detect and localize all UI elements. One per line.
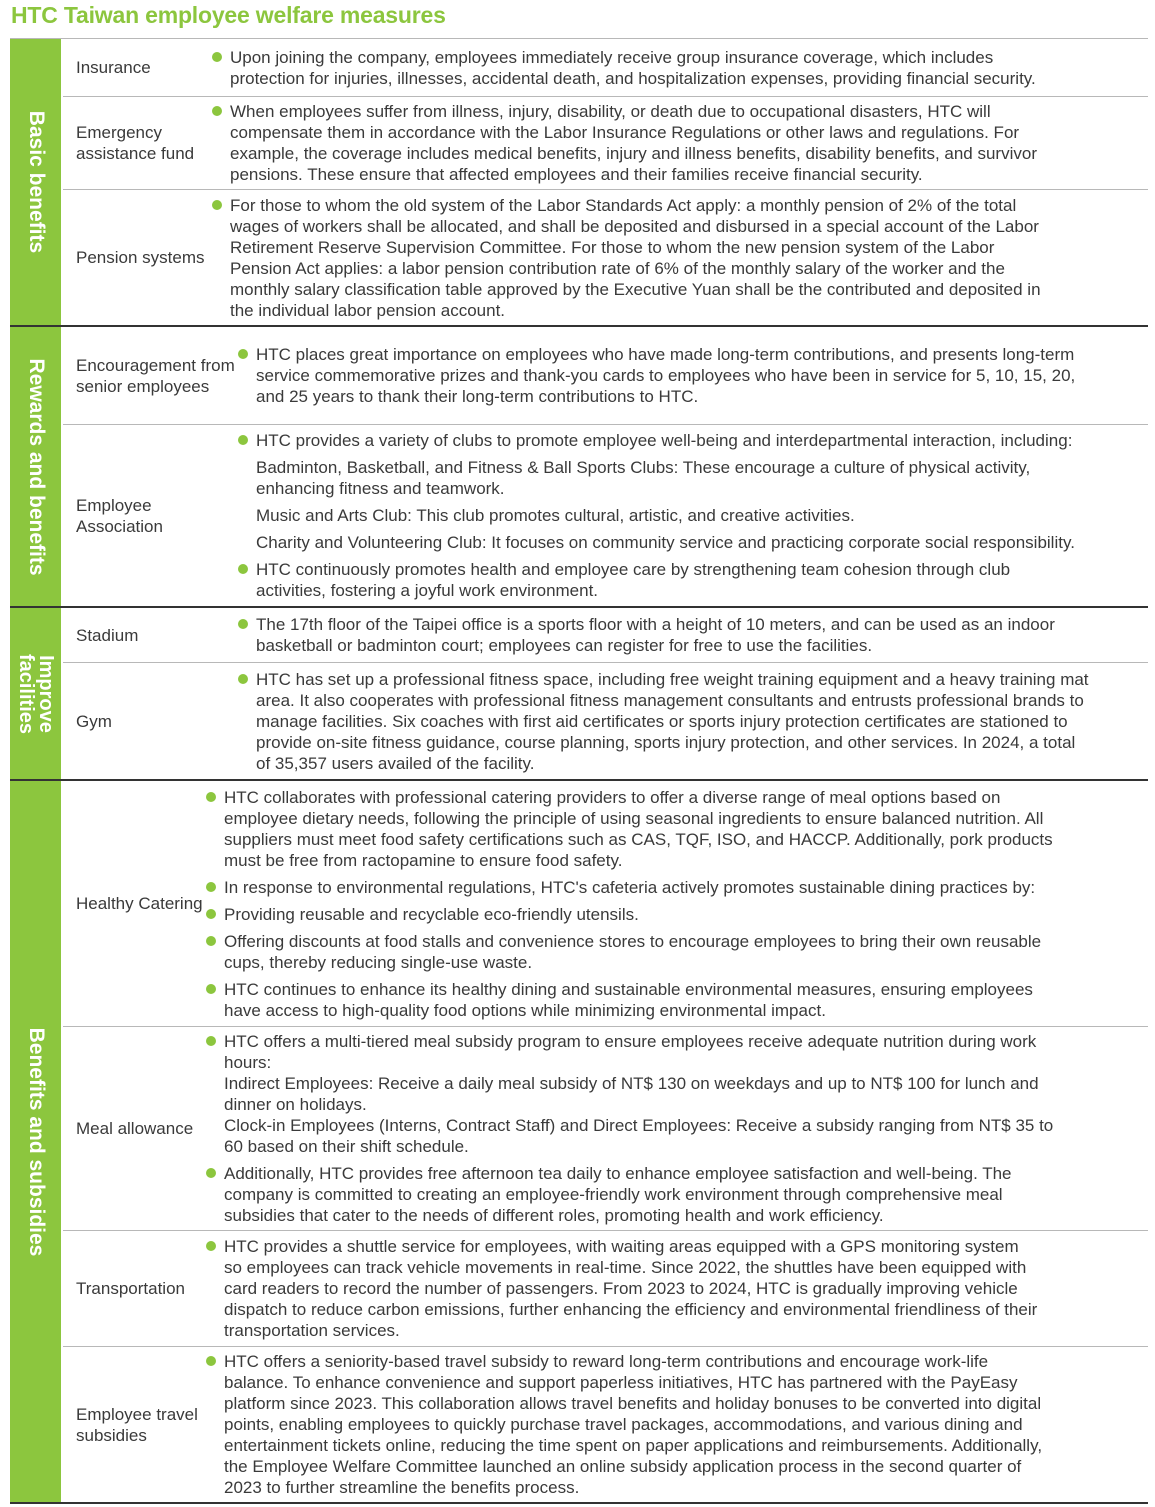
text-line: HTC provides a variety of clubs to promote employee well-being and interdepartmental interaction, including: bbox=[256, 431, 1073, 450]
row-label: Transportation bbox=[76, 1279, 185, 1298]
text-line: the individual labor pension account. bbox=[230, 300, 506, 320]
group-label-text: Benefits and subsidies bbox=[24, 1027, 48, 1256]
list-item bbox=[236, 532, 1148, 553]
group-basic-benefits bbox=[10, 38, 1148, 327]
row-label: Gym bbox=[76, 711, 112, 731]
bullet-icon bbox=[238, 564, 248, 574]
text-line: Indirect Employees: Receive a daily meal subsidy of NT$ 130 on weekdays and up to NT$ 100 for lunch and bbox=[224, 1074, 1039, 1093]
table-row bbox=[63, 327, 1148, 424]
welfare-table bbox=[10, 38, 1148, 1504]
table-row bbox=[63, 608, 1148, 662]
text-line: HTC provides a shuttle service for employees, with waiting areas equipped with a GPS monitoring system bbox=[224, 1237, 1019, 1256]
list-item bbox=[210, 195, 1148, 321]
list-item bbox=[236, 505, 1148, 526]
list-item bbox=[236, 457, 1148, 499]
text-line: basketball or badminton court; employees can register for free to use the facilities. bbox=[256, 636, 873, 655]
bullet-icon bbox=[206, 882, 216, 892]
text-line: dispatch to reduce carbon emissions, further enhancing the efficiency and environmental friendliness of their bbox=[224, 1300, 1038, 1319]
text-line: HTC offers a seniority-based travel subsidy to reward long-term contributions and encourage work-life bbox=[224, 1352, 989, 1371]
row-content bbox=[210, 43, 1148, 93]
table-row bbox=[63, 39, 1148, 96]
text-line: hours: bbox=[224, 1053, 272, 1072]
text-line: wages of workers shall be allocated, and shall be deposited and disbursed in a special account of the Labor bbox=[230, 216, 1039, 236]
row-content bbox=[210, 191, 1148, 325]
text-line: HTC continues to enhance its healthy dining and sustainable environmental measures, ensuring employees bbox=[224, 979, 1033, 999]
bullet-icon bbox=[206, 936, 216, 946]
text-line: transportation services. bbox=[224, 1321, 400, 1340]
group-label-text: Rewards and benefits bbox=[24, 357, 48, 576]
table-row bbox=[63, 1230, 1148, 1346]
text-line: Retirement Reserve Supervision Committee. For those to whom the new pension system of the Labor bbox=[230, 237, 995, 257]
text-line: must be free from ractopamine to ensure food safety. bbox=[224, 850, 623, 870]
text-line: protection for injuries, illnesses, accidental death, and hospitalization expenses, providing financial security. bbox=[230, 68, 1036, 88]
list-item bbox=[204, 979, 1148, 1021]
text-line: For those to whom the old system of the Labor Standards Act apply: a monthly pension of 2% of the total bbox=[230, 195, 1017, 215]
text-line: cups, thereby reducing single-use waste. bbox=[224, 952, 533, 972]
text-line: employee dietary needs, following the principle of using seasonal ingredients to ensure balanced nutrition. All bbox=[224, 808, 1044, 828]
bullet-icon bbox=[212, 52, 222, 62]
text-line: HTC continuously promotes health and employee care by strengthening team cohesion through club bbox=[256, 560, 1011, 579]
text-line: Pension Act applies: a labor pension contribution rate of 6% of the monthly salary of the worker and the bbox=[230, 258, 1005, 278]
text-line: of 35,357 users availed of the facility. bbox=[256, 753, 535, 773]
text-line: 60 based on their shift schedule. bbox=[224, 1137, 469, 1156]
row-content bbox=[204, 1347, 1148, 1502]
group-benefits-and-subsidies bbox=[10, 781, 1148, 1504]
bullet-icon bbox=[206, 1356, 216, 1366]
bullet-icon bbox=[206, 909, 216, 919]
row-label: Encouragement from senior employees bbox=[76, 355, 235, 396]
text-line: provide on-site fitness guidance, course planning, sports injury protection, and other services. In 2024, a total bbox=[256, 732, 1076, 752]
text-line: monthly salary classification table approved by the Executive Yuan shall be the contributed and deposited in bbox=[230, 279, 1041, 299]
text-line: Charity and Volunteering Club: It focuses on community service and practicing corporate social responsibility. bbox=[256, 533, 1075, 552]
bullet-icon bbox=[206, 984, 216, 994]
bullet-icon bbox=[238, 349, 248, 359]
text-line: platform since 2023. This collaboration allows travel benefits and holiday bonuses to be converted into digital bbox=[224, 1394, 1042, 1413]
bullet-icon bbox=[206, 1168, 216, 1178]
group-label-text: Improve facilities bbox=[14, 653, 57, 734]
row-content bbox=[236, 610, 1148, 660]
text-line: enhancing fitness and teamwork. bbox=[256, 479, 505, 498]
bullet-icon bbox=[212, 200, 222, 210]
row-label: Employee Association bbox=[76, 495, 163, 536]
bullet-icon bbox=[238, 435, 248, 445]
bullet-icon bbox=[238, 619, 248, 629]
text-line: activities, fostering a joyful work environment. bbox=[256, 581, 599, 600]
text-line: so employees can track vehicle movements in real-time. Since 2022, the shuttles have been equipped with bbox=[224, 1258, 1027, 1277]
row-label: Emergency assistance fund bbox=[76, 123, 195, 163]
list-item bbox=[204, 904, 1148, 925]
group-label bbox=[10, 781, 61, 1502]
text-line: pensions. These ensure that affected employees and their families receive financial security. bbox=[230, 165, 923, 184]
group-label bbox=[10, 327, 61, 606]
text-line: compensate them in accordance with the Labor Insurance Regulations or other laws and regulations. For bbox=[230, 123, 1020, 142]
text-line: entertainment tickets online, reducing the time spent on paper applications and reimbursements. Additionally, bbox=[224, 1436, 1043, 1455]
row-label: Employee travel subsidies bbox=[76, 1404, 198, 1445]
text-line: 2023 to further streamline the benefits process. bbox=[224, 1478, 580, 1497]
list-item bbox=[204, 787, 1148, 871]
text-line: company is committed to creating an employee-friendly work environment through comprehensive meal bbox=[224, 1185, 1003, 1204]
list-item bbox=[210, 101, 1148, 185]
text-line: When employees suffer from illness, injury, disability, or death due to occupational disasters, HTC will bbox=[230, 102, 991, 121]
text-line: points, enabling employees to quickly purchase travel packages, accommodations, and various dining and bbox=[224, 1415, 1023, 1434]
text-line: card readers to record the number of passengers. From 2023 to 2024, HTC is gradually improving vehicle bbox=[224, 1279, 1018, 1298]
text-line: Clock-in Employees (Interns, Contract Staff) and Direct Employees: Receive a subsidy ranging from NT$ 35 to bbox=[224, 1116, 1054, 1135]
group-improve-facilities bbox=[10, 608, 1148, 781]
page-title: HTC Taiwan employee welfare measures bbox=[11, 2, 446, 28]
text-line: HTC has set up a professional fitness space, including free weight training equipment and a heavy training mat bbox=[256, 669, 1089, 689]
row-content bbox=[236, 665, 1148, 778]
text-line: Upon joining the company, employees immediately receive group insurance coverage, which includes bbox=[230, 47, 994, 67]
text-line: Additionally, HTC provides free afternoon tea daily to enhance employee satisfaction and well-being. The bbox=[224, 1164, 1012, 1183]
text-line: Offering discounts at food stalls and convenience stores to encourage employees to bring their own reusable bbox=[224, 931, 1042, 951]
text-line: and 25 years to thank their long-term contributions to HTC. bbox=[256, 387, 699, 406]
row-content bbox=[236, 340, 1148, 411]
row-label: Stadium bbox=[76, 625, 139, 645]
group-label bbox=[10, 39, 61, 325]
text-line: suppliers must meet food safety certifications such as CAS, TQF, ISO, and HACCP. Additionally, pork products bbox=[224, 829, 1053, 849]
group-rewards-and-benefits bbox=[10, 327, 1148, 608]
bullet-icon bbox=[206, 1241, 216, 1251]
list-item bbox=[236, 614, 1148, 656]
table-row bbox=[63, 189, 1148, 325]
row-label: Insurance bbox=[76, 58, 151, 77]
list-item bbox=[236, 559, 1148, 601]
table-row bbox=[63, 781, 1148, 1026]
list-item bbox=[204, 1351, 1148, 1498]
text-line: Providing reusable and recyclable eco-friendly utensils. bbox=[224, 904, 639, 924]
list-item bbox=[236, 344, 1148, 407]
list-item bbox=[204, 931, 1148, 973]
text-line: The 17th floor of the Taipei office is a sports floor with a height of 10 meters, and can be used as an indoor bbox=[256, 615, 1055, 634]
row-content bbox=[204, 1027, 1148, 1230]
text-line: Music and Arts Club: This club promotes cultural, artistic, and creative activities. bbox=[256, 506, 855, 525]
list-item bbox=[204, 877, 1148, 898]
table-row bbox=[63, 96, 1148, 189]
text-line: example, the coverage includes medical benefits, injury and illness benefits, disability benefits, and survivor bbox=[230, 144, 1037, 163]
text-line: HTC collaborates with professional catering providers to offer a diverse range of meal options based on bbox=[224, 787, 1001, 807]
row-label: Pension systems bbox=[76, 248, 205, 267]
text-line: area. It also cooperates with professional fitness management consultants and entrusts professional brands to bbox=[256, 690, 1084, 710]
table-row bbox=[63, 662, 1148, 779]
group-label bbox=[10, 608, 61, 779]
text-line: HTC places great importance on employees who have made long-term contributions, and presents long-term bbox=[256, 345, 1075, 364]
table-row bbox=[63, 1346, 1148, 1502]
text-line: service commemorative prizes and thank-you cards to employees who have been in service for 5, 10, 15, 20, bbox=[256, 366, 1076, 385]
row-label: Meal allowance bbox=[76, 1119, 194, 1138]
list-item bbox=[204, 1031, 1148, 1157]
text-line: manage facilities. Six coaches with first aid certificates or sports injury protection certificates are stationed to bbox=[256, 711, 1068, 731]
row-label: Healthy Catering bbox=[76, 894, 203, 913]
row-content bbox=[204, 783, 1148, 1025]
row-content bbox=[204, 1232, 1148, 1345]
text-line: In response to environmental regulations, HTC's cafeteria actively promotes sustainable dining practices by: bbox=[224, 877, 1036, 897]
list-item bbox=[204, 1236, 1148, 1341]
bullet-icon bbox=[206, 792, 216, 802]
table-row bbox=[63, 1026, 1148, 1230]
list-item bbox=[236, 430, 1148, 451]
text-line: Badminton, Basketball, and Fitness & Ball Sports Clubs: These encourage a culture of physical activity, bbox=[256, 458, 1031, 477]
list-item bbox=[204, 1163, 1148, 1226]
text-line: the Employee Welfare Committee launched an online subsidy application process in the second quarter of bbox=[224, 1457, 1022, 1476]
text-line: dinner on holidays. bbox=[224, 1095, 367, 1114]
row-content bbox=[210, 97, 1148, 189]
bullet-icon bbox=[206, 1036, 216, 1046]
table-row bbox=[63, 424, 1148, 606]
bullet-icon bbox=[238, 674, 248, 684]
list-item bbox=[236, 669, 1148, 774]
group-label-text: Basic benefits bbox=[24, 110, 48, 254]
text-line: subsidies that cater to the needs of different roles, promoting health and work efficiency. bbox=[224, 1206, 884, 1225]
list-item bbox=[210, 47, 1148, 89]
text-line: balance. To enhance convenience and support paperless initiatives, HTC has partnered with the PayEasy bbox=[224, 1373, 1018, 1392]
text-line: HTC offers a multi-tiered meal subsidy program to ensure employees receive adequate nutrition during work bbox=[224, 1032, 1037, 1051]
bullet-icon bbox=[212, 106, 222, 116]
row-content bbox=[236, 426, 1148, 605]
text-line: have access to high-quality food options while minimizing environmental impact. bbox=[224, 1000, 826, 1020]
